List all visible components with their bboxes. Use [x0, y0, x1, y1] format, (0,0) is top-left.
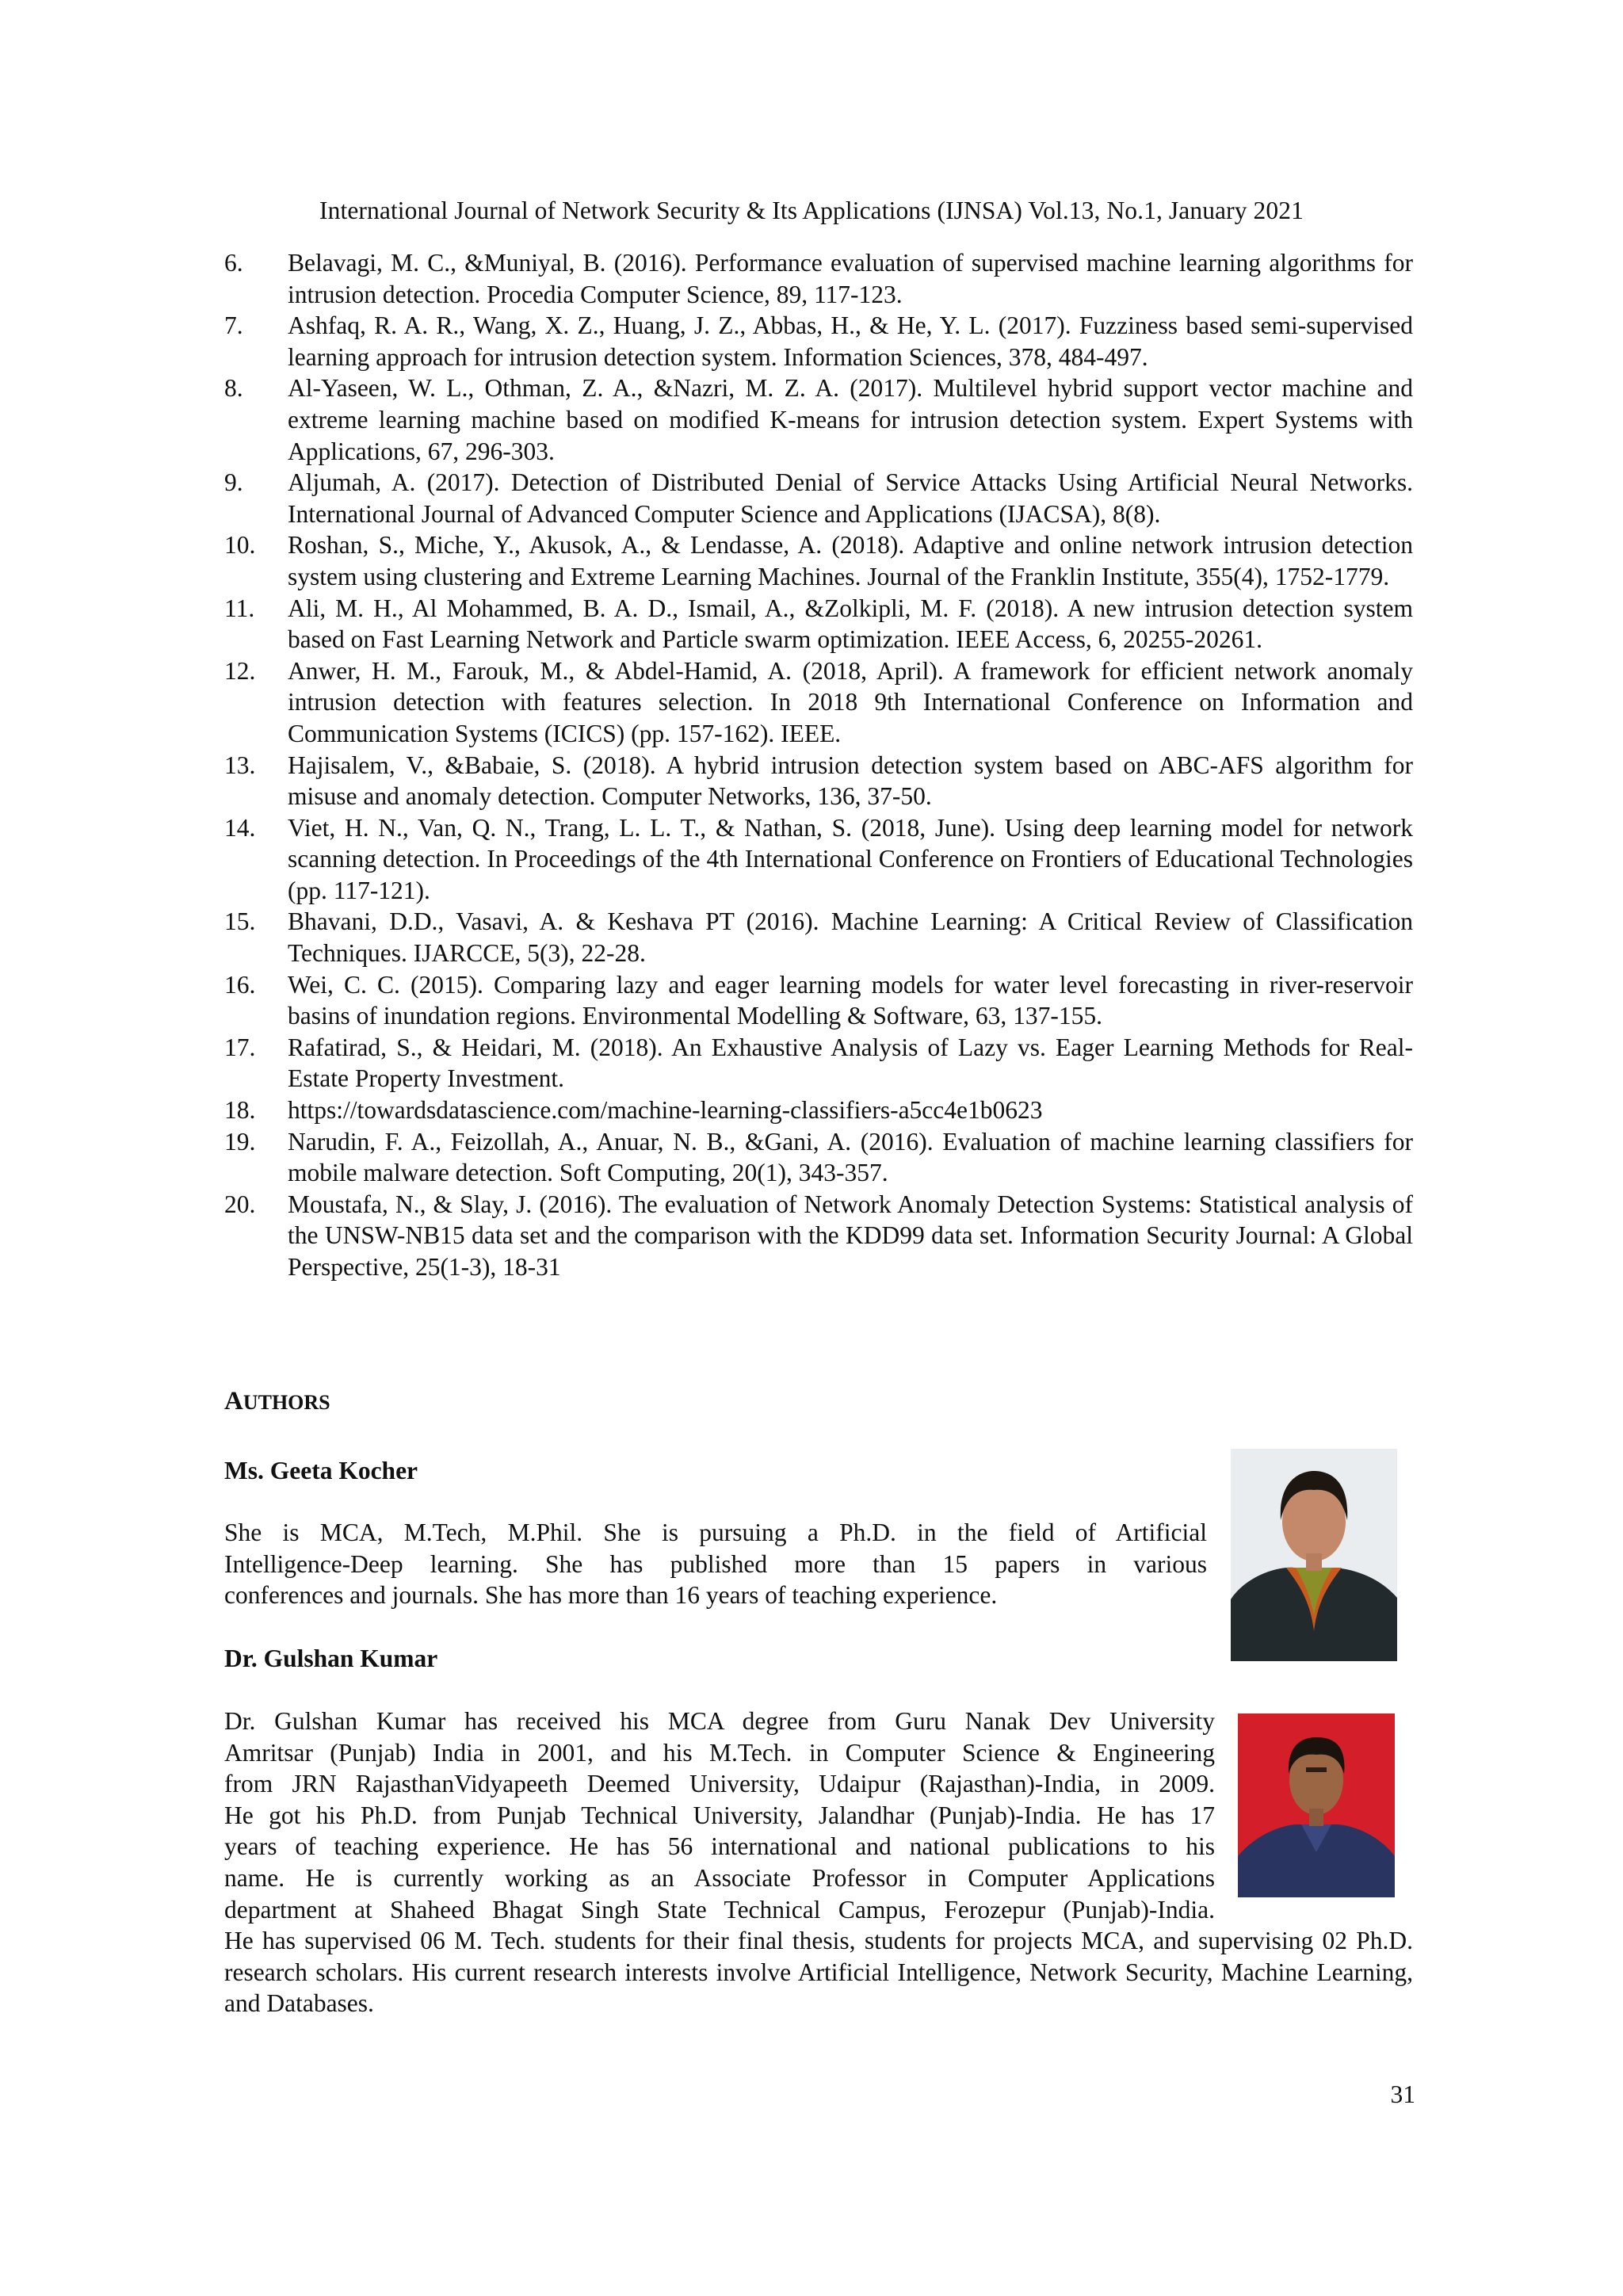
reference-number: 8.: [224, 374, 243, 403]
reference-number: 14.: [224, 813, 256, 842]
reference-text: Rafatirad, S., & Heidari, M. (2018). An Exhaustive Analysis of Lazy vs. Eager Learning Methods for Real-Estate Property Investment.: [288, 1033, 1413, 1093]
reference-text: Aljumah, A. (2017). Detection of Distributed Denial of Service Attacks Using Artificial Neural Networks. International Journal of Advanced Computer Science and Applications (IJACSA), 8(8).: [288, 468, 1413, 528]
page-number: 31: [1390, 2080, 1415, 2108]
bio-line: from JRN RajasthanVidyapeeth Deemed University, Udaipur (Rajasthan)-India, in 2009.: [224, 1770, 1215, 1798]
reference-number: 9.: [224, 468, 243, 497]
bio-line: Amritsar (Punjab) India in 2001, and his M.Tech. in Computer Science & Engineering: [224, 1738, 1215, 1767]
reference-text: Al-Yaseen, W. L., Othman, Z. A., &Nazri, M. Z. A. (2017). Multilevel hybrid support vector machine and extreme learning machine based on modified K-means for intrusion detection system. Expert Systems with Applications, 67, 296-303.: [288, 374, 1413, 465]
bio-line: Intelligence-Deep learning. She has published more than 15 papers in various: [224, 1549, 1207, 1578]
reference-item: [224, 1126, 1413, 1189]
reference-number: 10.: [224, 531, 256, 560]
reference-text: Wei, C. C. (2015). Comparing lazy and eager learning models for water level forecasting in river-reservoir basins of inundation regions. Environmental Modelling & Software, 63, 137-155.: [288, 970, 1413, 1030]
bio-line: department at Shaheed Bhagat Singh State Technical Campus, Ferozepur (Punjab)-India.: [224, 1895, 1215, 1924]
reference-number: 18.: [224, 1096, 256, 1125]
reference-text: Ali, M. H., Al Mohammed, B. A. D., Ismail, A., &Zolkipli, M. F. (2018). A new intrusion detection system based on Fast Learning Network and Particle swarm optimization. IEEE Access, 6, 20255-20261.: [288, 594, 1413, 654]
reference-number: 11.: [224, 594, 255, 622]
reference-item: [224, 655, 1413, 750]
reference-item: [224, 372, 1413, 467]
author-photo: [1231, 1449, 1397, 1661]
reference-item: [224, 1095, 1413, 1126]
author-name: Ms. Geeta Kocher: [224, 1457, 418, 1484]
bio-line: conferences and journals. She has more than 16 years of teaching experience.: [224, 1581, 998, 1610]
reference-item: [224, 467, 1413, 529]
author-name: Dr. Gulshan Kumar: [224, 1645, 438, 1672]
running-header: International Journal of Network Security & Its Applications (IJNSA) Vol.13, No.1, January 2021: [319, 197, 1304, 224]
author-photo-image: [1238, 1713, 1395, 1897]
reference-item: [224, 969, 1413, 1032]
reference-text: Ashfaq, R. A. R., Wang, X. Z., Huang, J. Z., Abbas, H., & He, Y. L. (2017). Fuzziness based semi-supervised learning approach for intrusion detection system. Information Sciences, 378, 484-497.: [288, 311, 1413, 371]
author-photo-image: [1231, 1449, 1397, 1661]
reference-number: 20.: [224, 1190, 256, 1218]
reference-item: [224, 1189, 1413, 1283]
author-bio: [224, 1517, 1207, 1611]
bio-line: Dr. Gulshan Kumar has received his MCA degree from Guru Nanak Dev University: [224, 1707, 1215, 1735]
reference-text: Viet, H. N., Van, Q. N., Trang, L. L. T., & Nathan, S. (2018, June). Using deep learning model for network scanning detection. In Proceedings of the 4th International Conference on Frontiers of Educational Technologies (pp. 117-121).: [288, 813, 1413, 904]
reference-item: [224, 529, 1413, 592]
author-bio: [224, 1706, 1215, 1925]
reference-text: Bhavani, D.D., Vasavi, A. & Keshava PT (2016). Machine Learning: A Critical Review of Classification Techniques. IJARCCE, 5(3), 22-28.: [288, 907, 1413, 968]
reference-number: 6.: [224, 249, 243, 277]
reference-text: Roshan, S., Miche, Y., Akusok, A., & Lendasse, A. (2018). Adaptive and online network intrusion detection system using clustering and Extreme Learning Machines. Journal of the Franklin Institute, 355(4), 1752-1779.: [288, 531, 1413, 590]
reference-text: Narudin, F. A., Feizollah, A., Anuar, N. B., &Gani, A. (2016). Evaluation of machine learning classifiers for mobile malware detection. Soft Computing, 20(1), 343-357.: [288, 1127, 1413, 1187]
reference-item: [224, 906, 1413, 968]
author-bio-continued: He has supervised 06 M. Tech. students for their final thesis, students for projects MCA, and supervising 02 Ph.D. research scholars. His current research interests involve Artificial Intelligence, Network Security, Machine Learning, and Databases.: [224, 1927, 1413, 2018]
reference-number: 19.: [224, 1127, 256, 1156]
reference-item: [224, 247, 1413, 310]
reference-number: 13.: [224, 751, 256, 779]
reference-text: Moustafa, N., & Slay, J. (2016). The evaluation of Network Anomaly Detection Systems: Statistical analysis of the UNSW-NB15 data set and the comparison with the KDD99 data set. Information Security Journal: A Global Perspective, 25(1-3), 18-31: [288, 1190, 1413, 1281]
reference-number: 15.: [224, 907, 256, 936]
author-photo: [1238, 1713, 1395, 1897]
reference-item: [224, 1032, 1413, 1095]
reference-item: [224, 310, 1413, 372]
reference-text: Anwer, H. M., Farouk, M., & Abdel-Hamid, A. (2018, April). A framework for efficient network anomaly intrusion detection with features selection. In 2018 9th International Conference on Information and Communication Systems (ICICS) (pp. 157-162). IEEE.: [288, 656, 1413, 747]
bio-line: He got his Ph.D. from Punjab Technical University, Jalandhar (Punjab)-India. He has 17: [224, 1801, 1215, 1829]
reference-item: [224, 750, 1413, 812]
bio-line: She is MCA, M.Tech, M.Phil. She is pursuing a Ph.D. in the field of Artificial: [224, 1519, 1207, 1546]
reference-text[interactable]: https://towardsdatascience.com/machine-learning-classifiers-a5cc4e1b0623: [288, 1096, 1043, 1125]
reference-number: 17.: [224, 1033, 256, 1061]
reference-number: 16.: [224, 970, 256, 999]
reference-text: Hajisalem, V., &Babaie, S. (2018). A hybrid intrusion detection system based on ABC-AFS algorithm for misuse and anomaly detection. Computer Networks, 136, 37-50.: [288, 751, 1413, 811]
reference-list: [224, 247, 1413, 1283]
reference-number: 12.: [224, 656, 256, 685]
reference-item: [224, 812, 1413, 907]
bio-line: years of teaching experience. He has 56 international and national publications to his: [224, 1832, 1215, 1861]
reference-number: 7.: [224, 311, 243, 340]
authors-heading: AUTHORS: [224, 1387, 330, 1415]
bio-line: name. He is currently working as an Associate Professor in Computer Applications: [224, 1863, 1215, 1892]
reference-text: Belavagi, M. C., &Muniyal, B. (2016). Performance evaluation of supervised machine learning algorithms for intrusion detection. Procedia Computer Science, 89, 117-123.: [288, 249, 1413, 308]
reference-item: [224, 593, 1413, 655]
